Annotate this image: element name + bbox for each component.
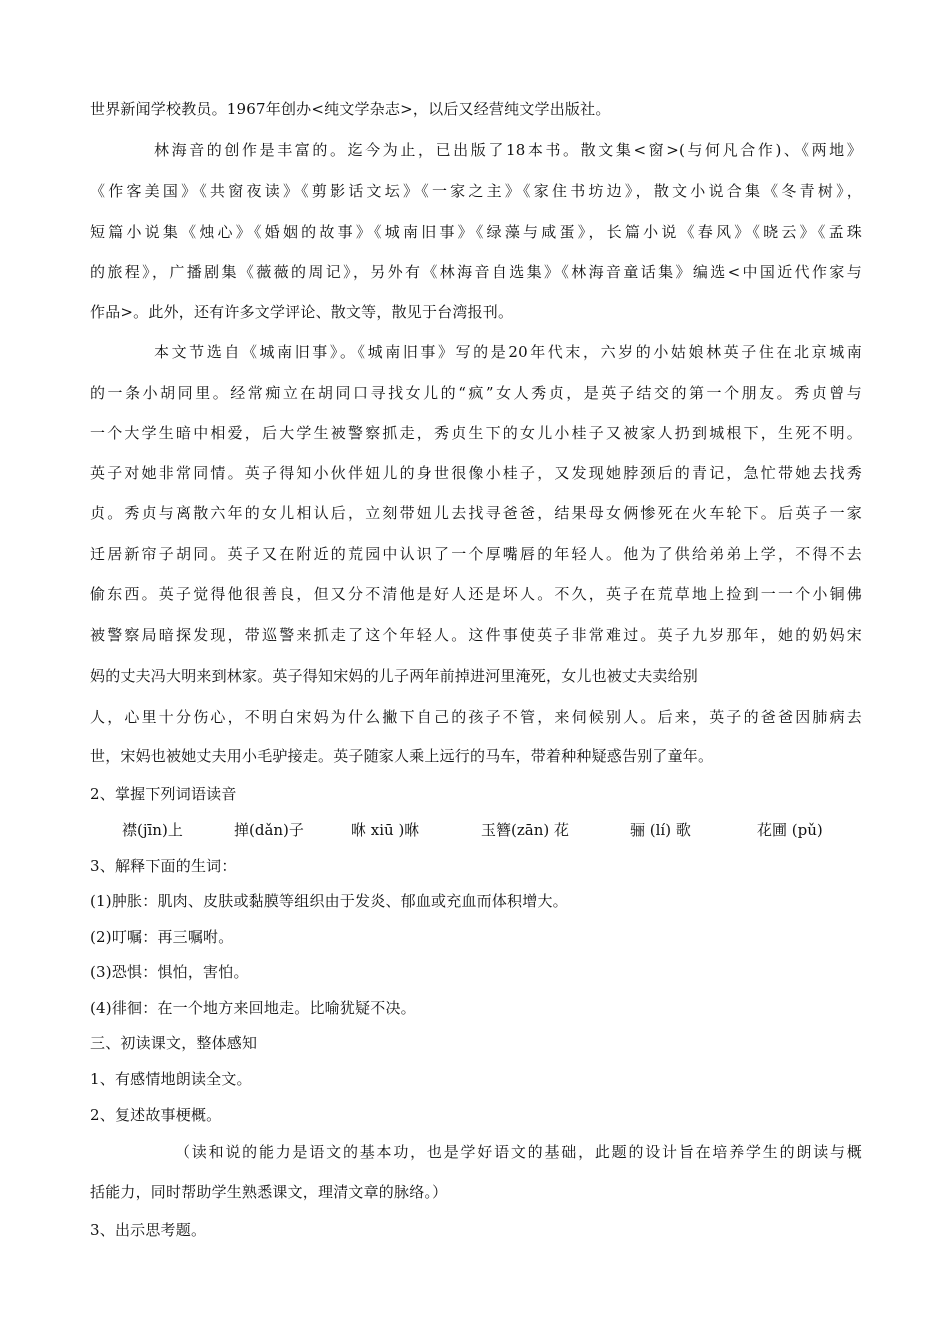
text-line: 《作客美国》《共窗夜读》《剪影话文坛》《一家之主》《家住书坊边》，散文小说合集《冬青树》， xyxy=(90,182,862,200)
pinyin-item: 咻 xiū )咻 xyxy=(351,821,420,839)
text-line: 短篇小说集《烛心》《婚姻的故事》《城南旧事》《绿藻与咸蛋》，长篇小说《春风》《晓云》《孟珠 xyxy=(90,223,862,241)
section-heading: 3、解释下面的生词： xyxy=(90,857,237,875)
text-line: 3、出示思考题。 xyxy=(90,1221,207,1239)
text-line: (1)肿胀：肌肉、皮肤或黏膜等组织由于发炎、郁血或充血而体积增大。 xyxy=(90,892,568,910)
text-line: 一个大学生暗中相爱，后大学生被警察抓走，秀贞生下的女儿小桂子又被家人扔到城根下，生死不明。 xyxy=(90,424,862,442)
text-line: 作品>。此外，还有许多文学评论、散文等，散见于台湾报刊。 xyxy=(90,303,514,321)
pinyin-item: 玉簪(zān) 花 xyxy=(481,821,569,839)
text-line: 世，宋妈也被她丈夫用小毛驴接走。英子随家人乘上远行的马车，带着种种疑惑告别了童年。 xyxy=(90,747,714,765)
pinyin-item: 花圃 (pǔ) xyxy=(757,821,823,839)
text-line: 的旅程》，广播剧集《薇薇的周记》，另外有《林海音自选集》《林海音童话集》编选<中国近代作家与 xyxy=(90,263,862,281)
text-line: 迁居新帘子胡同。英子又在附近的荒园中认识了一个厚嘴唇的年轻人。他为了供给弟弟上学，不得不去 xyxy=(90,545,862,563)
text-line: (4)徘徊：在一个地方来回地走。比喻犹疑不决。 xyxy=(90,999,416,1017)
text-line: 本文节选自《城南旧事》。《城南旧事》写的是20年代末，六岁的小姑娘林英子住在北京城南 xyxy=(154,343,862,361)
section-heading: 三、初读课文，整体感知 xyxy=(90,1034,258,1052)
text-line: 妈的丈夫冯大明来到林家。英子得知宋妈的儿子两年前掉进河里淹死，女儿也被丈夫卖给别 xyxy=(90,667,699,685)
pinyin-item: 骊 (lí) 歌 xyxy=(630,821,691,839)
text-line: 1、有感情地朗读全文。 xyxy=(90,1070,252,1088)
text-line: （读和说的能力是语文的基本功，也是学好语文的基础，此题的设计旨在培养学生的朗读与概 xyxy=(175,1143,862,1161)
text-line: 的一条小胡同里。经常痴立在胡同口寻找女儿的“疯”女人秀贞，是英子结交的第一个朋友。秀贞曾与 xyxy=(90,384,862,402)
text-line: (2)叮嘱：再三嘱咐。 xyxy=(90,928,234,946)
pinyin-item: 襟(jīn)上 xyxy=(122,821,183,839)
text-line: 贞。秀贞与离散六年的女儿相认后，立刻带妞儿去找寻爸爸，结果母女俩惨死在火车轮下。后英子一家 xyxy=(90,504,862,522)
text-line: 林海音的创作是丰富的。迄今为止，已出版了18本书。散文集<窗>(与何凡合作)、《两地》 xyxy=(154,141,862,159)
text-line: 世界新闻学校教员。1967年创办<纯文学杂志>，以后又经营纯文学出版社。 xyxy=(90,100,611,118)
text-line: (3)恐惧：惧怕，害怕。 xyxy=(90,963,249,981)
text-line: 偷东西。英子觉得他很善良，但又分不清他是好人还是坏人。不久，英子在荒草地上捡到一一个小铜佛 xyxy=(90,585,862,603)
section-heading: 2、掌握下列词语读音 xyxy=(90,785,237,803)
text-line: 2、复述故事梗概。 xyxy=(90,1106,222,1124)
text-line: 英子对她非常同情。英子得知小伙伴妞儿的身世很像小桂子，又发现她脖颈后的青记，急忙带她去找秀 xyxy=(90,464,862,482)
pinyin-item: 掸(dǎn)子 xyxy=(234,821,304,839)
text-line: 被警察局暗探发现，带巡警来抓走了这个年轻人。这件事使英子非常难过。英子九岁那年，她的奶妈宋 xyxy=(90,626,862,644)
text-line: 人，心里十分伤心，不明白宋妈为什么撇下自己的孩子不管，来伺候别人。后来，英子的爸爸因肺病去 xyxy=(90,708,862,726)
text-line: 括能力，同时帮助学生熟悉课文，理清文章的脉络。） xyxy=(90,1183,448,1201)
